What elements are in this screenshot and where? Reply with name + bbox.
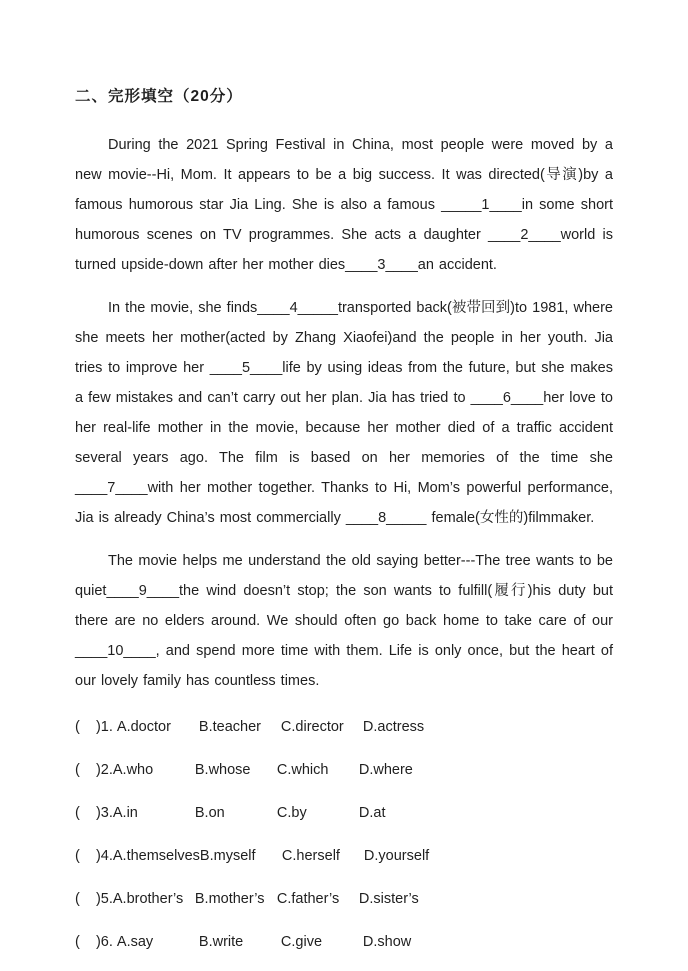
question-6-option-a: A.say bbox=[116, 934, 154, 950]
passage-paragraph-1: During the 2021 Spring Festival in China, most people were moved by a new movie--Hi, Mom. It appears to be a big success. It was directed(导演)by a famous humorous star Jia Ling. She is also a famous _____1____in some short humorous scenes on TV programmes. She acts a daughter ____2____world is turned upside-down after her mother dies____3____an accident. bbox=[75, 137, 613, 273]
question-6-option-b: B.write bbox=[198, 934, 244, 950]
question-4-marker: ( )4. bbox=[75, 848, 113, 864]
question-4-option-d: D.yourself bbox=[363, 848, 430, 864]
question-2-option-c: C.which bbox=[276, 762, 329, 778]
question-3-marker: ( )3. bbox=[75, 805, 113, 821]
question-5-marker: ( )5. bbox=[75, 891, 113, 907]
question-4-option-b: B.myself bbox=[199, 848, 256, 864]
question-1-option-a: A.doctor bbox=[116, 719, 171, 735]
question-3-option-d: D.at bbox=[358, 805, 386, 821]
question-3-row bbox=[75, 798, 613, 828]
question-5-option-d: D.sister’s bbox=[358, 891, 419, 907]
question-2-option-d: D.where bbox=[358, 762, 413, 778]
question-6-row bbox=[75, 927, 613, 957]
question-6-option-c: C.give bbox=[280, 934, 323, 950]
question-5-option-a: A.brother’s bbox=[112, 891, 184, 907]
question-list bbox=[75, 712, 613, 957]
question-4-row bbox=[75, 841, 613, 871]
question-6-marker: ( )6. bbox=[75, 934, 117, 950]
question-2-option-b: B.whose bbox=[194, 762, 251, 778]
question-1-row bbox=[75, 712, 613, 742]
question-1-option-d: D.actress bbox=[362, 719, 425, 735]
passage-paragraph-3: The movie helps me understand the old saying better---The tree wants to be quiet____9____the wind doesn’t stop; the son wants to fulfill(履行)his duty but there are no elders around. We should often go back home to take care of our ____10____, and spend more time with them. Life is only once, but the heart of our lovely family has countless times. bbox=[75, 553, 613, 689]
question-1-option-c: C.director bbox=[280, 719, 344, 735]
question-2-option-a: A.who bbox=[112, 762, 154, 778]
question-6-option-d: D.show bbox=[362, 934, 412, 950]
question-4-option-c: C.herself bbox=[281, 848, 340, 864]
question-3-option-b: B.on bbox=[194, 805, 225, 821]
question-1-option-b: B.teacher bbox=[198, 719, 261, 735]
question-2-row bbox=[75, 755, 613, 785]
question-5-row bbox=[75, 884, 613, 914]
question-3-option-a: A.in bbox=[112, 805, 138, 821]
question-1-marker: ( )1. bbox=[75, 719, 117, 735]
question-5-option-c: C.father’s bbox=[276, 891, 340, 907]
question-4-option-a: A.themselves bbox=[112, 848, 200, 864]
section-title: 二、完形填空（20分） bbox=[75, 88, 243, 105]
passage-paragraph-2: In the movie, she finds____4_____transported back(被带回到)to 1981, where she meets her mother(acted by Zhang Xiaofei)and the people in her youth. Jia tries to improve her ____5____life by using ideas from the future, but she makes a few mistakes and can’t carry out her plan. Jia has tried to ____6____her love to her real-life mother in the movie, because her mother died of a traffic accident several years ago. The film is based on her memories of the time she ____7____with her mother together. Thanks to Hi, Mom’s powerful performance, Jia is already China’s most commercially ____8_____ female(女性的)filmmaker. bbox=[75, 300, 613, 526]
question-5-option-b: B.mother’s bbox=[194, 891, 265, 907]
question-3-option-c: C.by bbox=[276, 805, 307, 821]
question-2-marker: ( )2. bbox=[75, 762, 113, 778]
